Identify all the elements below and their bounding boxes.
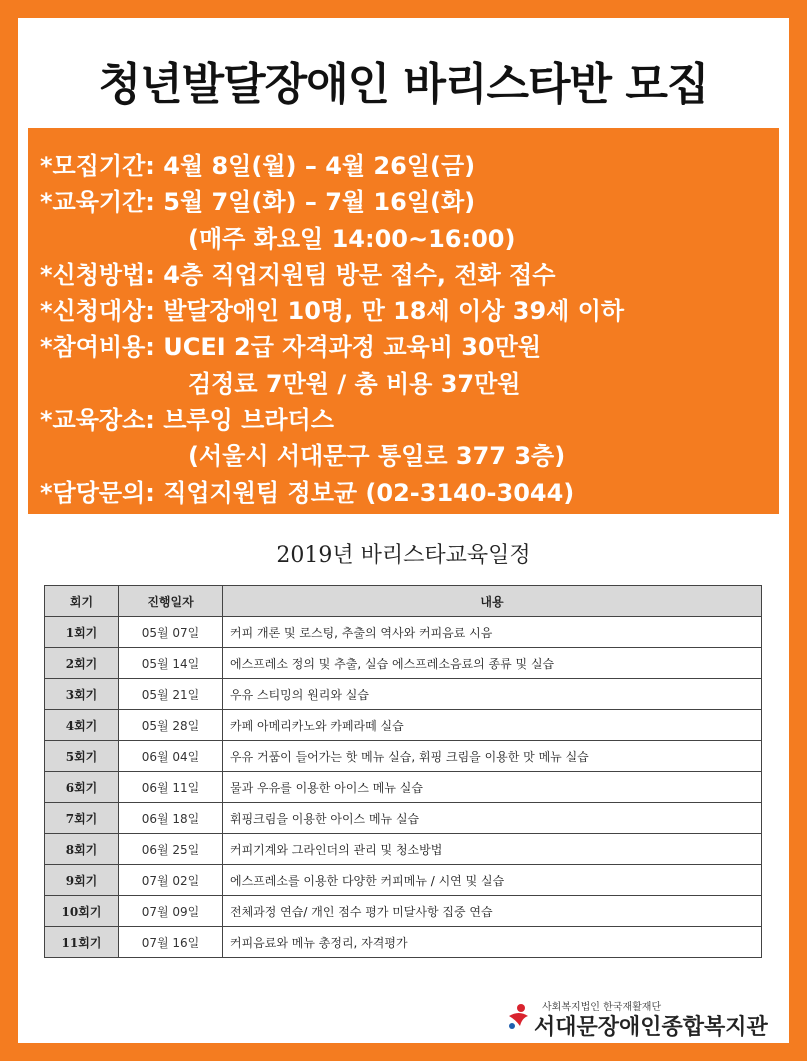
content-cell: 카페 아메리카노와 카페라떼 실습 — [223, 710, 762, 741]
session-cell: 7회기 — [45, 803, 119, 834]
content-cell: 우유 거품이 들어가는 핫 메뉴 실습, 휘핑 크림을 이용한 맛 메뉴 실습 — [223, 741, 762, 772]
session-cell: 9회기 — [45, 865, 119, 896]
header-content: 내용 — [223, 586, 762, 617]
org-logo — [506, 998, 789, 1038]
date-cell: 07월 09일 — [119, 896, 223, 927]
session-cell: 10회기 — [45, 896, 119, 927]
poster — [18, 18, 789, 1043]
date-cell: 07월 16일 — [119, 927, 223, 958]
content-cell: 우유 스티밍의 원리와 실습 — [223, 679, 762, 710]
content-cell: 전체과정 연습/ 개인 점수 평가 미달사항 집중 연습 — [223, 896, 762, 927]
table-header-row — [45, 586, 762, 617]
content-cell: 에스프레소 정의 및 추출, 실습 에스프레소음료의 종류 및 실습 — [223, 648, 762, 679]
table-row — [45, 927, 762, 958]
content-cell: 에스프레소를 이용한 다양한 커피메뉴 / 시연 및 실습 — [223, 865, 762, 896]
content-cell: 커피음료와 메뉴 총정리, 자격평가 — [223, 927, 762, 958]
content-cell: 휘핑크림을 이용한 아이스 메뉴 실습 — [223, 803, 762, 834]
info-cost-detail: 검정료 7만원 / 총 비용 37만원 — [188, 369, 521, 398]
session-cell: 11회기 — [45, 927, 119, 958]
header-session: 회기 — [45, 586, 119, 617]
date-cell: 06월 04일 — [119, 741, 223, 772]
info-target: *신청대상: 발달장애인 10명, 만 18세 이상 39세 이하 — [40, 297, 625, 326]
info-location: *교육장소: 브루잉 브라더스 — [40, 406, 334, 435]
schedule-title: 2019년 바리스타교육일정 — [276, 543, 531, 568]
info-box — [28, 128, 779, 514]
info-recruit-period: *모집기간: 4월 8일(월) – 4월 26일(금) — [40, 152, 476, 180]
date-cell: 05월 07일 — [119, 617, 223, 648]
date-cell: 05월 28일 — [119, 710, 223, 741]
date-cell: 06월 18일 — [119, 803, 223, 834]
org-parent-name: 사회복지법인 한국재활재단 — [542, 1002, 662, 1013]
org-name: 서대문장애인종합복지관 — [534, 1015, 768, 1040]
session-cell: 3회기 — [45, 679, 119, 710]
page-title: 청년발달장애인 바리스타반 모집 — [98, 59, 709, 110]
content-cell: 물과 우유를 이용한 아이스 메뉴 실습 — [223, 772, 762, 803]
date-cell: 05월 14일 — [119, 648, 223, 679]
info-apply-method: *신청방법: 4층 직업지원팀 방문 접수, 전화 접수 — [40, 260, 556, 289]
date-cell: 07월 02일 — [119, 865, 223, 896]
info-contact: *담당문의: 직업지원팀 정보균 (02-3140-3044) — [40, 478, 575, 507]
session-cell: 4회기 — [45, 710, 119, 741]
session-cell: 6회기 — [45, 772, 119, 803]
content-cell: 커피기계와 그라인더의 관리 및 청소방법 — [223, 834, 762, 865]
schedule-table — [44, 585, 762, 958]
table-row — [45, 896, 762, 927]
session-cell: 8회기 — [45, 834, 119, 865]
info-cost: *참여비용: UCEI 2급 자격과정 교육비 30만원 — [40, 333, 542, 362]
info-edu-period: *교육기간: 5월 7일(화) – 7월 16일(화) — [40, 188, 476, 217]
table-row — [45, 648, 762, 679]
table-row — [45, 803, 762, 834]
table-row — [45, 772, 762, 803]
header-date: 진행일자 — [119, 586, 223, 617]
table-row — [45, 617, 762, 648]
session-cell: 1회기 — [45, 617, 119, 648]
info-edu-time: (매주 화요일 14:00~16:00) — [188, 224, 516, 253]
table-row — [45, 741, 762, 772]
table-row — [45, 834, 762, 865]
table-row — [45, 710, 762, 741]
session-cell: 2회기 — [45, 648, 119, 679]
info-address: (서울시 서대문구 통일로 377 3층) — [188, 442, 566, 471]
table-row — [45, 865, 762, 896]
session-cell: 5회기 — [45, 741, 119, 772]
date-cell: 06월 11일 — [119, 772, 223, 803]
content-cell: 커피 개론 및 로스팅, 추출의 역사와 커피음료 시음 — [223, 617, 762, 648]
table-row — [45, 679, 762, 710]
date-cell: 06월 25일 — [119, 834, 223, 865]
org-emblem-icon — [506, 1002, 532, 1032]
date-cell: 05월 21일 — [119, 679, 223, 710]
